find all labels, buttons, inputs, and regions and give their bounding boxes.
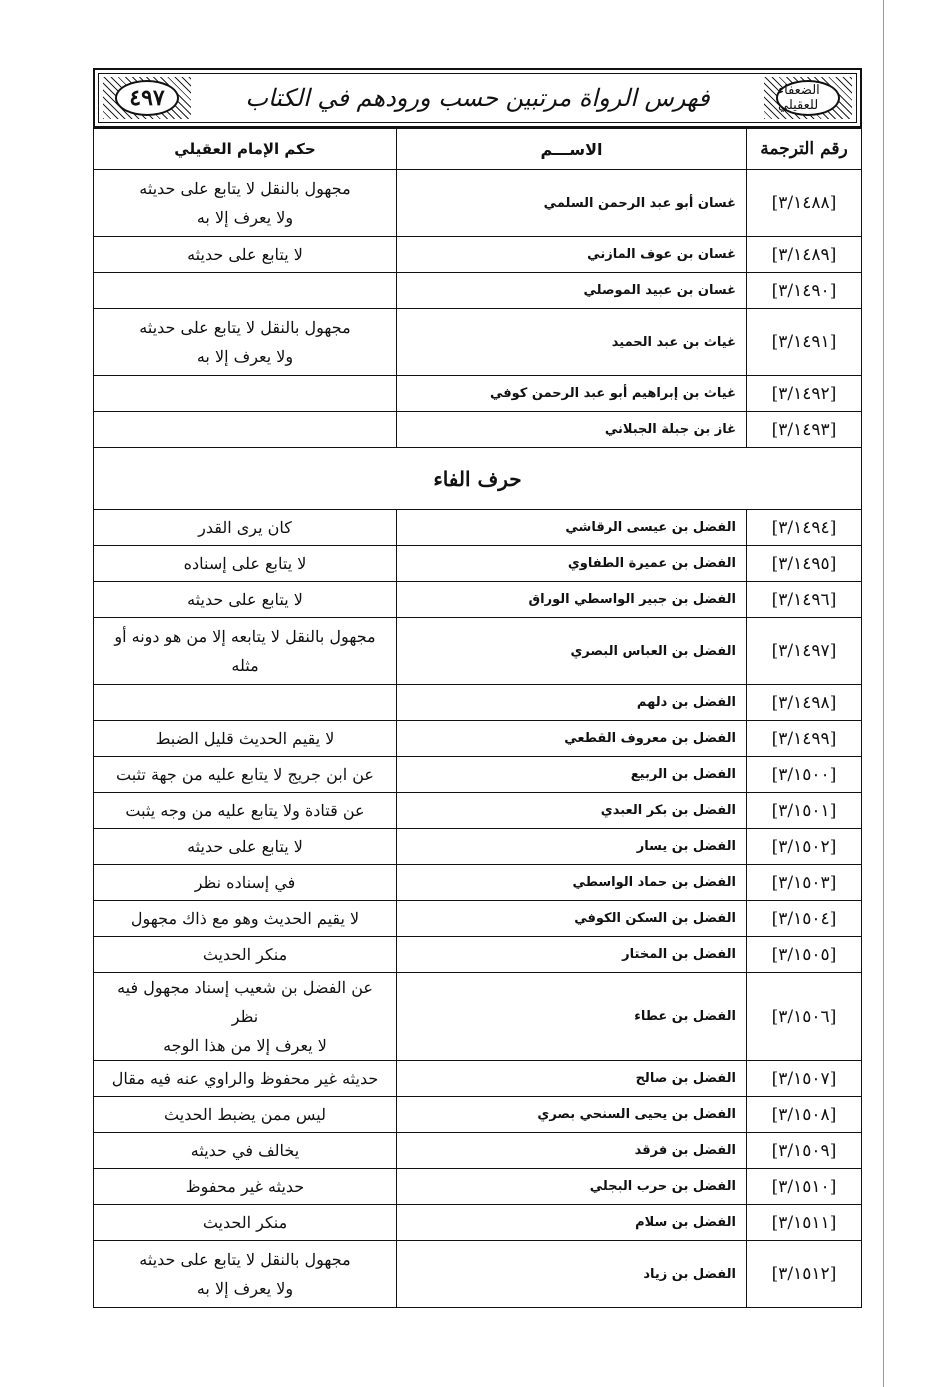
verdict-cell bbox=[94, 1097, 397, 1133]
table-row bbox=[94, 1205, 862, 1241]
verdict-line: لا يتابع على حديثه bbox=[187, 590, 303, 609]
entry-number: [٣/١٤٨٩] bbox=[747, 237, 862, 273]
entry-number: [٣/١٥٠٨] bbox=[747, 1097, 862, 1133]
table-row bbox=[94, 865, 862, 901]
table-row bbox=[94, 170, 862, 237]
table-row bbox=[94, 685, 862, 721]
verdict-cell bbox=[94, 510, 397, 546]
narrator-name: الفضل بن حماد الواسطي bbox=[397, 865, 747, 901]
table-row bbox=[94, 1241, 862, 1308]
entry-number: [٣/١٤٩٩] bbox=[747, 721, 862, 757]
narrator-name: الفضل بن عيسى الرقاشي bbox=[397, 510, 747, 546]
narrator-name: الفضل بن حرب البجلي bbox=[397, 1169, 747, 1205]
entry-number: [٣/١٥١٠] bbox=[747, 1169, 862, 1205]
narrator-name: الفضل بن معروف القطعي bbox=[397, 721, 747, 757]
verdict-cell bbox=[94, 618, 397, 685]
verdict-cell bbox=[94, 582, 397, 618]
table-row bbox=[94, 973, 862, 1061]
entry-number: [٣/١٤٩١] bbox=[747, 309, 862, 376]
narrator-name: غسان بن عبيد الموصلي bbox=[397, 273, 747, 309]
page-header bbox=[93, 68, 862, 128]
verdict-cell bbox=[94, 937, 397, 973]
narrator-name: الفضل بن دلهم bbox=[397, 685, 747, 721]
verdict-cell bbox=[94, 757, 397, 793]
narrators-table bbox=[93, 128, 862, 1308]
table-row bbox=[94, 273, 862, 309]
verdict-cell bbox=[94, 1241, 397, 1308]
verdict-cell bbox=[94, 901, 397, 937]
narrator-name: الفضل بن فرقد bbox=[397, 1133, 747, 1169]
narrator-name: الفضل بن المختار bbox=[397, 937, 747, 973]
verdict-line: لا يتابع على حديثه bbox=[187, 837, 303, 856]
narrator-name: الفضل بن عميرة الطفاوي bbox=[397, 546, 747, 582]
entry-number: [٣/١٥١٢] bbox=[747, 1241, 862, 1308]
entry-number: [٣/١٥٠٢] bbox=[747, 829, 862, 865]
page bbox=[93, 68, 862, 1308]
verdict-line: منكر الحديث bbox=[202, 1213, 288, 1232]
verdict-line: عن الفضل بن شعيب إسناد مجهول فيه نظر bbox=[117, 978, 373, 1026]
narrator-name: الفضل بن سلام bbox=[397, 1205, 747, 1241]
verdict-cell bbox=[94, 793, 397, 829]
narrator-name: الفضل بن عطاء bbox=[397, 973, 747, 1061]
table-row bbox=[94, 1061, 862, 1097]
verdict-line: حديثه غير محفوظ والراوي عنه فيه مقال bbox=[111, 1069, 379, 1088]
verdict-cell bbox=[94, 1205, 397, 1241]
verdict-line: مجهول بالنقل لا يتابعه إلا من هو دونه أو bbox=[114, 627, 376, 646]
table-header-row bbox=[94, 129, 862, 170]
table-row bbox=[94, 582, 862, 618]
table-row bbox=[94, 237, 862, 273]
verdict-line: لا يقيم الحديث قليل الضبط bbox=[155, 729, 335, 748]
entry-number: [٣/١٤٩٣] bbox=[747, 412, 862, 448]
narrator-name: الفضل بن السكن الكوفي bbox=[397, 901, 747, 937]
narrator-name: غسان أبو عبد الرحمن السلمي bbox=[397, 170, 747, 237]
table-row bbox=[94, 757, 862, 793]
entry-number: [٣/١٤٩٤] bbox=[747, 510, 862, 546]
entry-number: [٣/١٤٩٦] bbox=[747, 582, 862, 618]
page-number: ٤٩٧ bbox=[115, 80, 179, 116]
column-header-verdict: حكم الإمام العقيلي bbox=[94, 129, 397, 170]
verdict-cell bbox=[94, 170, 397, 237]
entry-number: [٣/١٥٠٤] bbox=[747, 901, 862, 937]
entry-number: [٣/١٥١١] bbox=[747, 1205, 862, 1241]
table-row bbox=[94, 412, 862, 448]
verdict-line: لا يتابع على إسناده bbox=[183, 554, 307, 573]
narrator-name: الفضل بن صالح bbox=[397, 1061, 747, 1097]
verdict-cell bbox=[94, 1061, 397, 1097]
entry-number: [٣/١٥٠٧] bbox=[747, 1061, 862, 1097]
narrator-name: غياث بن إبراهيم أبو عبد الرحمن كوفي bbox=[397, 376, 747, 412]
narrator-name: غياث بن عبد الحميد bbox=[397, 309, 747, 376]
verdict-line: عن ابن جريج لا يتابع عليه من جهة تثبت bbox=[116, 765, 374, 784]
table-row bbox=[94, 721, 862, 757]
book-emblem: الضعفاء للعقيلي bbox=[776, 80, 840, 116]
verdict-cell bbox=[94, 1169, 397, 1205]
page-edge-line bbox=[883, 0, 884, 1387]
verdict-line: في إسناده نظر bbox=[194, 873, 296, 892]
verdict-cell bbox=[94, 412, 397, 448]
verdict-line: ولا يعرف إلا به bbox=[196, 347, 294, 366]
table-row bbox=[94, 1097, 862, 1133]
table-row bbox=[94, 546, 862, 582]
verdict-cell bbox=[94, 721, 397, 757]
verdict-cell bbox=[94, 1133, 397, 1169]
verdict-line: لا يتابع على حديثه bbox=[187, 245, 303, 264]
table-row bbox=[94, 510, 862, 546]
verdict-cell bbox=[94, 829, 397, 865]
entry-number: [٣/١٤٩٢] bbox=[747, 376, 862, 412]
verdict-line: ولا يعرف إلا به bbox=[196, 1279, 294, 1298]
verdict-cell bbox=[94, 546, 397, 582]
verdict-line: مثله bbox=[231, 656, 259, 675]
section-heading-row bbox=[94, 448, 862, 510]
column-header-number: رقم الترجمة bbox=[747, 129, 862, 170]
rows-before-section bbox=[94, 170, 862, 448]
table-row bbox=[94, 829, 862, 865]
section-heading-group bbox=[94, 448, 862, 510]
rows-after-section bbox=[94, 510, 862, 1308]
verdict-line: ليس ممن يضبط الحديث bbox=[164, 1105, 326, 1124]
table-row bbox=[94, 793, 862, 829]
verdict-line: مجهول بالنقل لا يتابع على حديثه bbox=[139, 318, 351, 337]
verdict-line: حديثه غير محفوظ bbox=[185, 1177, 305, 1196]
verdict-cell bbox=[94, 685, 397, 721]
table-row bbox=[94, 309, 862, 376]
section-heading: حرف الفاء bbox=[94, 448, 862, 510]
narrator-name: الفضل بن العباس البصري bbox=[397, 618, 747, 685]
narrator-name: الفضل بن جبير الواسطي الوراق bbox=[397, 582, 747, 618]
table-row bbox=[94, 1133, 862, 1169]
narrator-name: غاز بن جبلة الجبلاني bbox=[397, 412, 747, 448]
entry-number: [٣/١٥٠٩] bbox=[747, 1133, 862, 1169]
table-row bbox=[94, 376, 862, 412]
entry-number: [٣/١٤٩٥] bbox=[747, 546, 862, 582]
verdict-line: مجهول بالنقل لا يتابع على حديثه bbox=[139, 179, 351, 198]
table-row bbox=[94, 1169, 862, 1205]
verdict-line: يخالف في حديثه bbox=[190, 1141, 300, 1160]
entry-number: [٣/١٥٠٣] bbox=[747, 865, 862, 901]
verdict-line: منكر الحديث bbox=[202, 945, 288, 964]
verdict-cell bbox=[94, 273, 397, 309]
verdict-cell bbox=[94, 865, 397, 901]
narrator-name: الفضل بن يحيى السنحي بصري bbox=[397, 1097, 747, 1133]
narrator-name: غسان بن عوف المازني bbox=[397, 237, 747, 273]
verdict-line: لا يعرف إلا من هذا الوجه bbox=[163, 1036, 327, 1055]
narrator-name: الفضل بن يسار bbox=[397, 829, 747, 865]
table-row bbox=[94, 937, 862, 973]
verdict-cell bbox=[94, 973, 397, 1061]
verdict-line: مجهول بالنقل لا يتابع على حديثه bbox=[139, 1250, 351, 1269]
narrator-name: الفضل بن الربيع bbox=[397, 757, 747, 793]
narrator-name: الفضل بن بكر العبدي bbox=[397, 793, 747, 829]
entry-number: [٣/١٤٩٧] bbox=[747, 618, 862, 685]
verdict-cell bbox=[94, 309, 397, 376]
entry-number: [٣/١٥٠١] bbox=[747, 793, 862, 829]
verdict-line: كان يرى القدر bbox=[198, 518, 292, 537]
verdict-line: لا يقيم الحديث وهو مع ذاك مجهول bbox=[130, 909, 360, 928]
entry-number: [٣/١٤٩٠] bbox=[747, 273, 862, 309]
page-title: فهرس الرواة مرتبين حسب ورودهم في الكتاب bbox=[245, 84, 710, 112]
table-row bbox=[94, 618, 862, 685]
entry-number: [٣/١٤٩٨] bbox=[747, 685, 862, 721]
table-row bbox=[94, 901, 862, 937]
entry-number: [٣/١٤٨٨] bbox=[747, 170, 862, 237]
verdict-cell bbox=[94, 376, 397, 412]
entry-number: [٣/١٥٠٠] bbox=[747, 757, 862, 793]
entry-number: [٣/١٥٠٥] bbox=[747, 937, 862, 973]
entry-number: [٣/١٥٠٦] bbox=[747, 973, 862, 1061]
narrator-name: الفضل بن زياد bbox=[397, 1241, 747, 1308]
verdict-line: عن قتادة ولا يتابع عليه من وجه يثبت bbox=[125, 801, 365, 820]
column-header-name: الاســـم bbox=[397, 129, 747, 170]
verdict-cell bbox=[94, 237, 397, 273]
verdict-line: ولا يعرف إلا به bbox=[196, 208, 294, 227]
